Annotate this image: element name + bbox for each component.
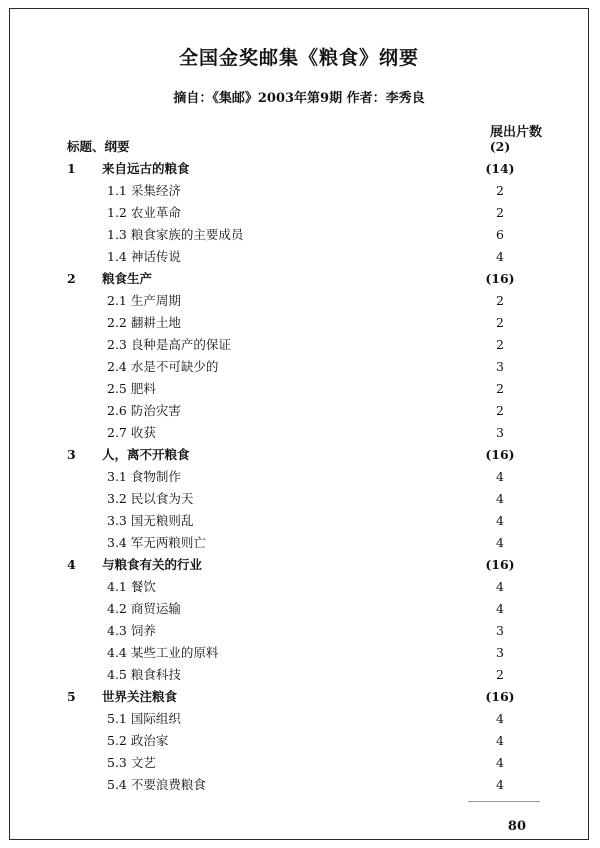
section-label: 标题、纲要 [67,139,130,154]
outline-subsection-row [10,510,588,532]
sheet-count: 4 [496,249,504,264]
section-label: 世界关注粮食 [102,689,178,704]
sheet-count: 2 [496,293,504,308]
section-label: 3.1 食物制作 [107,469,181,484]
sheet-count: 4 [496,513,504,528]
sheet-count: (16) [485,689,515,704]
outline-section-row [10,444,588,466]
section-label: 1.4 神话传说 [107,249,181,264]
outline-subsection-row [10,466,588,488]
section-label: 5.3 文艺 [107,755,156,770]
sheet-count: 4 [496,601,504,616]
outline-section-row [10,158,588,180]
sheet-count: (16) [485,557,515,572]
section-number: 4 [67,557,76,572]
sheet-count: 4 [496,777,504,792]
sheet-count: (16) [485,447,515,462]
section-label: 2.5 肥料 [107,381,156,396]
sheet-count: 4 [496,469,504,484]
section-label: 3.2 民以食为天 [107,491,194,506]
outline-subsection-row [10,202,588,224]
outline-subsection-row [10,620,588,642]
section-label: 粮食生产 [102,271,153,286]
section-label: 3.4 军无两粮则亡 [107,535,206,550]
outline-subsection-row [10,730,588,752]
outline-subsection-row [10,224,588,246]
sheet-count: 4 [496,491,504,506]
outline-section-row [10,268,588,290]
outline-subsection-row [10,708,588,730]
count-column-header: 展出片数 [489,125,542,140]
section-label: 4.5 粮食科技 [107,667,181,682]
sheet-count: 4 [496,579,504,594]
sheet-count: 2 [496,381,504,396]
section-label: 2.2 翻耕土地 [107,315,181,330]
outline-subsection-row [10,312,588,334]
outline-subsection-row [10,642,588,664]
outline-header-row [10,136,588,158]
section-label: 2.1 生产周期 [107,293,181,308]
section-label: 1.2 农业革命 [107,205,181,220]
document-page [9,8,589,840]
outline-subsection-row [10,532,588,554]
section-label: 4.1 餐饮 [107,579,156,594]
outline-subsection-row [10,334,588,356]
sheet-count: 2 [496,337,504,352]
sheet-count: 2 [496,183,504,198]
sheet-count: 3 [496,623,504,638]
sheet-count: 3 [496,359,504,374]
outline-subsection-row [10,774,588,796]
section-label: 3.3 国无粮则乱 [107,513,194,528]
section-label: 2.7 收获 [107,425,156,440]
outline-subsection-row [10,576,588,598]
sheet-count: 2 [496,403,504,418]
section-label: 人，离不开粮食 [102,447,190,462]
outline-subsection-row [10,400,588,422]
section-number: 5 [67,689,76,704]
page-number: 80 [507,819,526,834]
sheet-count: 2 [496,667,504,682]
outline-subsection-row [10,378,588,400]
sheet-count: (14) [485,161,515,176]
sheet-count: 3 [496,645,504,660]
section-label: 与粮食有关的行业 [102,557,203,572]
outline-subsection-row [10,752,588,774]
footer-divider [468,801,540,802]
document-source: 摘自：《集邮》2003年第9期 作者：李秀良 [173,91,425,106]
sheet-count: (2) [489,139,511,154]
outline-section-row [10,686,588,708]
section-label: 来自远古的粮食 [102,161,190,176]
section-label: 1.1 采集经济 [107,183,181,198]
section-label: 4.3 饲养 [107,623,156,638]
section-number: 2 [67,271,76,286]
section-label: 2.4 水是不可缺少的 [107,359,219,374]
sheet-count: (16) [485,271,515,286]
outline-subsection-row [10,664,588,686]
outline-subsection-row [10,290,588,312]
section-label: 2.6 防治灾害 [107,403,181,418]
section-number: 3 [67,447,76,462]
outline-subsection-row [10,246,588,268]
outline-subsection-row [10,598,588,620]
section-label: 5.2 政治家 [107,733,169,748]
sheet-count: 4 [496,711,504,726]
sheet-count: 3 [496,425,504,440]
section-label: 5.1 国际组织 [107,711,181,726]
sheet-count: 6 [496,227,504,242]
outline-section-row [10,554,588,576]
section-label: 4.2 商贸运输 [107,601,181,616]
outline-subsection-row [10,488,588,510]
document-title: 全国金奖邮集《粮食》纲要 [178,47,419,69]
section-number: 1 [67,161,76,176]
section-label: 2.3 良种是高产的保证 [107,337,231,352]
sheet-count: 2 [496,205,504,220]
sheet-count: 2 [496,315,504,330]
outline-subsection-row [10,180,588,202]
section-label: 1.3 粮食家族的主要成员 [107,227,244,242]
sheet-count: 4 [496,733,504,748]
section-label: 5.4 不要浪费粮食 [107,777,206,792]
outline-subsection-row [10,356,588,378]
sheet-count: 4 [496,755,504,770]
section-label: 4.4 某些工业的原料 [107,645,219,660]
sheet-count: 4 [496,535,504,550]
outline-subsection-row [10,422,588,444]
